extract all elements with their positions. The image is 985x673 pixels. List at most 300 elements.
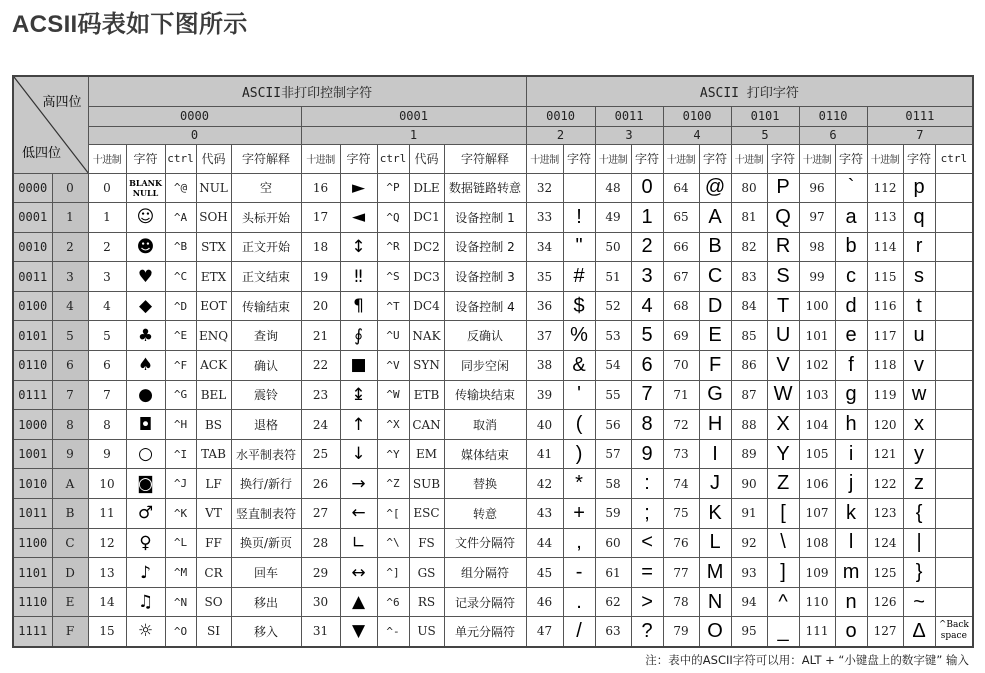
decimal-value: 78: [663, 587, 699, 617]
ctrl-key: ^-: [377, 617, 409, 647]
decimal-value: 7: [88, 380, 126, 410]
col-header-code: 代码: [196, 144, 231, 173]
control-code: SUB: [409, 469, 444, 499]
decimal-value: 61: [595, 558, 631, 588]
control-symbol: ◘: [126, 410, 165, 440]
printable-char: k: [835, 499, 867, 529]
col-header-dec: 十进制: [301, 144, 340, 173]
decimal-value: 81: [731, 203, 767, 233]
decimal-value: 94: [731, 587, 767, 617]
printable-char: n: [835, 587, 867, 617]
printable-char: L: [699, 528, 731, 558]
control-code: ENQ: [196, 321, 231, 351]
control-description: 媒体结束: [444, 439, 526, 469]
control-description: 正文结束: [231, 262, 301, 292]
control-description: 设备控制 3: [444, 262, 526, 292]
decimal-value: 76: [663, 528, 699, 558]
decimal-value: 85: [731, 321, 767, 351]
control-symbol: ↓: [340, 439, 377, 469]
printable-char: 2: [631, 232, 663, 262]
ctrl-key: [935, 469, 973, 499]
control-code: SO: [196, 587, 231, 617]
high-binary-0000: 0000: [88, 106, 301, 126]
ctrl-key: [935, 380, 973, 410]
decimal-value: 113: [867, 203, 903, 233]
decimal-value: 60: [595, 528, 631, 558]
printable-char: @: [699, 173, 731, 203]
ctrl-key: [935, 203, 973, 233]
decimal-value: 14: [88, 587, 126, 617]
printable-char: N: [699, 587, 731, 617]
low-hex: 0: [52, 173, 88, 203]
decimal-value: 104: [799, 410, 835, 440]
ctrl-key: ^J: [165, 469, 196, 499]
control-code: FF: [196, 528, 231, 558]
high-hex-1: 1: [301, 126, 526, 144]
printable-char: Δ: [903, 617, 935, 647]
col-header-char: 字符: [631, 144, 663, 173]
decimal-value: 42: [526, 469, 563, 499]
printable-char: ~: [903, 587, 935, 617]
ctrl-key: [935, 321, 973, 351]
low-nibble-label: 低四位: [22, 145, 62, 161]
control-symbol: ♠: [126, 351, 165, 381]
control-description: 退格: [231, 410, 301, 440]
printable-char: P: [767, 173, 799, 203]
control-code: ETB: [409, 380, 444, 410]
printable-char: 6: [631, 351, 663, 381]
decimal-value: 124: [867, 528, 903, 558]
printable-char: (: [563, 410, 595, 440]
control-symbol: ☻: [126, 232, 165, 262]
decimal-value: 59: [595, 499, 631, 529]
col-header-ctrl: ctrl: [377, 144, 409, 173]
decimal-value: 28: [301, 528, 340, 558]
col-header-char: 字符: [903, 144, 935, 173]
control-symbol: ↑: [340, 410, 377, 440]
ctrl-key: ^T: [377, 291, 409, 321]
col-header-dec: 十进制: [799, 144, 835, 173]
low-binary: 1000: [13, 410, 52, 440]
column-header-row: [13, 144, 973, 173]
control-code: US: [409, 617, 444, 647]
ctrl-key: ^Z: [377, 469, 409, 499]
low-hex: F: [52, 617, 88, 647]
decimal-value: 31: [301, 617, 340, 647]
low-binary: 1010: [13, 469, 52, 499]
printable-char: [: [767, 499, 799, 529]
decimal-value: 68: [663, 291, 699, 321]
printable-char: g: [835, 380, 867, 410]
decimal-value: 0: [88, 173, 126, 203]
low-binary: 0111: [13, 380, 52, 410]
decimal-value: 66: [663, 232, 699, 262]
decimal-value: 93: [731, 558, 767, 588]
col-header-char: 字符: [126, 144, 165, 173]
col-header-dec: 十进制: [663, 144, 699, 173]
table-body: [13, 173, 973, 647]
decimal-value: 79: [663, 617, 699, 647]
printable-char: 1: [631, 203, 663, 233]
decimal-value: 9: [88, 439, 126, 469]
ctrl-key: ^I: [165, 439, 196, 469]
table-row: [13, 380, 973, 410]
control-description: 空: [231, 173, 301, 203]
table-row: [13, 587, 973, 617]
low-hex: A: [52, 469, 88, 499]
low-binary: 0101: [13, 321, 52, 351]
decimal-value: 109: [799, 558, 835, 588]
printable-char: #: [563, 262, 595, 292]
decimal-value: 53: [595, 321, 631, 351]
low-hex: 5: [52, 321, 88, 351]
control-code: ETX: [196, 262, 231, 292]
printable-char: }: [903, 558, 935, 588]
printable-char: 9: [631, 439, 663, 469]
decimal-value: 105: [799, 439, 835, 469]
decimal-value: 40: [526, 410, 563, 440]
control-symbol: ▼: [340, 617, 377, 647]
corner-header: [13, 76, 88, 173]
high-nibble-label: 高四位: [42, 95, 82, 110]
control-symbol: ◙: [126, 469, 165, 499]
printable-char: 5: [631, 321, 663, 351]
ctrl-key: ^X: [377, 410, 409, 440]
high-binary-0011: 0011: [595, 106, 663, 126]
decimal-value: 37: [526, 321, 563, 351]
printable-char: /: [563, 617, 595, 647]
col-header-code: 代码: [409, 144, 444, 173]
decimal-value: 90: [731, 469, 767, 499]
decimal-value: 2: [88, 232, 126, 262]
control-code: DC3: [409, 262, 444, 292]
ctrl-key: ^Q: [377, 203, 409, 233]
high-binary-row: [13, 106, 973, 126]
decimal-value: 82: [731, 232, 767, 262]
ctrl-key: [935, 410, 973, 440]
decimal-value: 3: [88, 262, 126, 292]
ctrl-key: ^C: [165, 262, 196, 292]
printable-char: D: [699, 291, 731, 321]
printable-char: a: [835, 203, 867, 233]
high-hex-0: 0: [88, 126, 301, 144]
control-description: 查询: [231, 321, 301, 351]
decimal-value: 123: [867, 499, 903, 529]
decimal-value: 35: [526, 262, 563, 292]
decimal-value: 114: [867, 232, 903, 262]
control-symbol: ●: [126, 380, 165, 410]
control-description: 正文开始: [231, 232, 301, 262]
decimal-value: 51: [595, 262, 631, 292]
col-header-dec: 十进制: [867, 144, 903, 173]
printable-char: ': [563, 380, 595, 410]
control-code: DC1: [409, 203, 444, 233]
printable-char: 3: [631, 262, 663, 292]
control-description: 文件分隔符: [444, 528, 526, 558]
decimal-value: 121: [867, 439, 903, 469]
control-symbol: ↔: [340, 558, 377, 588]
decimal-value: 54: [595, 351, 631, 381]
printable-char: M: [699, 558, 731, 588]
ctrl-key: ^U: [377, 321, 409, 351]
decimal-value: 50: [595, 232, 631, 262]
high-hex-6: 6: [799, 126, 867, 144]
decimal-value: 75: [663, 499, 699, 529]
decimal-value: 23: [301, 380, 340, 410]
ctrl-key: [935, 291, 973, 321]
ctrl-key: [935, 528, 973, 558]
control-code: DC4: [409, 291, 444, 321]
ctrl-key: ^D: [165, 291, 196, 321]
printable-char: Y: [767, 439, 799, 469]
printable-char: i: [835, 439, 867, 469]
low-binary: 0000: [13, 173, 52, 203]
control-symbol: ■: [340, 351, 377, 381]
ctrl-key: ^R: [377, 232, 409, 262]
control-description: 水平制表符: [231, 439, 301, 469]
ctrl-key: ^P: [377, 173, 409, 203]
decimal-value: 22: [301, 351, 340, 381]
control-symbol: ♥: [126, 262, 165, 292]
printable-char: H: [699, 410, 731, 440]
decimal-value: 65: [663, 203, 699, 233]
printable-char: !: [563, 203, 595, 233]
decimal-value: 126: [867, 587, 903, 617]
low-binary: 1100: [13, 528, 52, 558]
decimal-value: 62: [595, 587, 631, 617]
table-row: [13, 528, 973, 558]
printable-char: [563, 173, 595, 203]
table-row: [13, 439, 973, 469]
decimal-value: 1: [88, 203, 126, 233]
decimal-value: 49: [595, 203, 631, 233]
table-row: [13, 291, 973, 321]
decimal-value: 98: [799, 232, 835, 262]
ctrl-key: ^H: [165, 410, 196, 440]
decimal-value: 117: [867, 321, 903, 351]
control-symbol: ∮: [340, 321, 377, 351]
low-hex: 3: [52, 262, 88, 292]
decimal-value: 95: [731, 617, 767, 647]
decimal-value: 15: [88, 617, 126, 647]
printable-char: :: [631, 469, 663, 499]
ctrl-key: ^Y: [377, 439, 409, 469]
printable-char: t: [903, 291, 935, 321]
ctrl-key: ^6: [377, 587, 409, 617]
control-code: CAN: [409, 410, 444, 440]
control-description: 传输块结束: [444, 380, 526, 410]
printable-char: ): [563, 439, 595, 469]
control-description: 移出: [231, 587, 301, 617]
decimal-value: 34: [526, 232, 563, 262]
low-hex: 8: [52, 410, 88, 440]
printable-char: A: [699, 203, 731, 233]
control-description: 确认: [231, 351, 301, 381]
table-row: [13, 499, 973, 529]
col-header-dec: 十进制: [731, 144, 767, 173]
printable-char: X: [767, 410, 799, 440]
decimal-value: 127: [867, 617, 903, 647]
control-symbol: ◄: [340, 203, 377, 233]
printable-char: =: [631, 558, 663, 588]
control-description: 组分隔符: [444, 558, 526, 588]
control-code: SI: [196, 617, 231, 647]
control-code: FS: [409, 528, 444, 558]
printable-char: >: [631, 587, 663, 617]
control-symbol: ♣: [126, 321, 165, 351]
ctrl-key: [935, 499, 973, 529]
control-code: NUL: [196, 173, 231, 203]
control-code: ESC: [409, 499, 444, 529]
high-hex-4: 4: [663, 126, 731, 144]
control-description: 震铃: [231, 380, 301, 410]
decimal-value: 44: [526, 528, 563, 558]
decimal-value: 39: [526, 380, 563, 410]
decimal-value: 63: [595, 617, 631, 647]
printable-char: h: [835, 410, 867, 440]
decimal-value: 72: [663, 410, 699, 440]
decimal-value: 71: [663, 380, 699, 410]
printable-char: l: [835, 528, 867, 558]
printable-char: +: [563, 499, 595, 529]
table-row: [13, 351, 973, 381]
ctrl-key: ^F: [165, 351, 196, 381]
control-code: EM: [409, 439, 444, 469]
decimal-value: 18: [301, 232, 340, 262]
decimal-value: 115: [867, 262, 903, 292]
control-description: 竖直制表符: [231, 499, 301, 529]
low-binary: 1011: [13, 499, 52, 529]
decimal-value: 41: [526, 439, 563, 469]
table-row: [13, 173, 973, 203]
ctrl-key: [935, 587, 973, 617]
control-code: TAB: [196, 439, 231, 469]
ctrl-key: ^N: [165, 587, 196, 617]
decimal-value: 84: [731, 291, 767, 321]
control-symbol: ♫: [126, 587, 165, 617]
low-binary: 1110: [13, 587, 52, 617]
control-description: 设备控制 1: [444, 203, 526, 233]
low-hex: 2: [52, 232, 88, 262]
footnote: 注：表中的ASCII字符可以用：ALT + “小键盘上的数字键” 输入: [645, 653, 969, 667]
ctrl-key: ^V: [377, 351, 409, 381]
control-description: 传输结束: [231, 291, 301, 321]
ctrl-key: [935, 351, 973, 381]
decimal-value: 87: [731, 380, 767, 410]
decimal-value: 69: [663, 321, 699, 351]
printable-char: 8: [631, 410, 663, 440]
control-symbol: ☼: [126, 617, 165, 647]
control-code: SOH: [196, 203, 231, 233]
printable-char: &: [563, 351, 595, 381]
control-description: 数据链路转意: [444, 173, 526, 203]
decimal-value: 110: [799, 587, 835, 617]
decimal-value: 27: [301, 499, 340, 529]
printable-char: K: [699, 499, 731, 529]
decimal-value: 10: [88, 469, 126, 499]
printable-char: e: [835, 321, 867, 351]
decimal-value: 67: [663, 262, 699, 292]
decimal-value: 16: [301, 173, 340, 203]
control-symbol: ▲: [340, 587, 377, 617]
decimal-value: 11: [88, 499, 126, 529]
decimal-value: 38: [526, 351, 563, 381]
decimal-value: 56: [595, 410, 631, 440]
printable-char: ^: [767, 587, 799, 617]
table-row: [13, 410, 973, 440]
decimal-value: 24: [301, 410, 340, 440]
low-hex: 9: [52, 439, 88, 469]
printable-char: {: [903, 499, 935, 529]
decimal-value: 122: [867, 469, 903, 499]
control-description: 换行/新行: [231, 469, 301, 499]
printable-char: B: [699, 232, 731, 262]
decimal-value: 45: [526, 558, 563, 588]
printable-char: %: [563, 321, 595, 351]
low-binary: 0110: [13, 351, 52, 381]
printable-char: 7: [631, 380, 663, 410]
col-header-dec: 十进制: [595, 144, 631, 173]
ctrl-key: ^[: [377, 499, 409, 529]
table-row: [13, 469, 973, 499]
section-nonprint: ASCII非打印控制字符: [88, 76, 526, 106]
decimal-value: 102: [799, 351, 835, 381]
ctrl-key: ^\: [377, 528, 409, 558]
col-header-dec: 十进制: [88, 144, 126, 173]
printable-char: ": [563, 232, 595, 262]
decimal-value: 88: [731, 410, 767, 440]
control-description: 替换: [444, 469, 526, 499]
ctrl-key: ^S: [377, 262, 409, 292]
printable-char: Z: [767, 469, 799, 499]
table-row: [13, 232, 973, 262]
printable-char: U: [767, 321, 799, 351]
low-hex: E: [52, 587, 88, 617]
printable-char: .: [563, 587, 595, 617]
ctrl-key: ^M: [165, 558, 196, 588]
printable-char: m: [835, 558, 867, 588]
table-row: [13, 321, 973, 351]
control-description: 换页/新页: [231, 528, 301, 558]
control-description: 设备控制 4: [444, 291, 526, 321]
table-row: [13, 617, 973, 647]
printable-char: u: [903, 321, 935, 351]
ctrl-key: ^E: [165, 321, 196, 351]
decimal-value: 30: [301, 587, 340, 617]
printable-char: w: [903, 380, 935, 410]
col-header-ctrl: ctrl: [165, 144, 196, 173]
col-header-desc: 字符解释: [444, 144, 526, 173]
control-symbol: ↨: [340, 380, 377, 410]
decimal-value: 106: [799, 469, 835, 499]
decimal-value: 21: [301, 321, 340, 351]
control-description: 记录分隔符: [444, 587, 526, 617]
col-header-char: 字符: [699, 144, 731, 173]
decimal-value: 92: [731, 528, 767, 558]
ctrl-key: [935, 558, 973, 588]
decimal-value: 13: [88, 558, 126, 588]
printable-char: 0: [631, 173, 663, 203]
printable-char: f: [835, 351, 867, 381]
col-header-char: 字符: [340, 144, 377, 173]
ctrl-key: ^A: [165, 203, 196, 233]
decimal-value: 101: [799, 321, 835, 351]
decimal-value: 58: [595, 469, 631, 499]
high-binary-0100: 0100: [663, 106, 731, 126]
decimal-value: 33: [526, 203, 563, 233]
control-description: 回车: [231, 558, 301, 588]
high-hex-5: 5: [731, 126, 799, 144]
